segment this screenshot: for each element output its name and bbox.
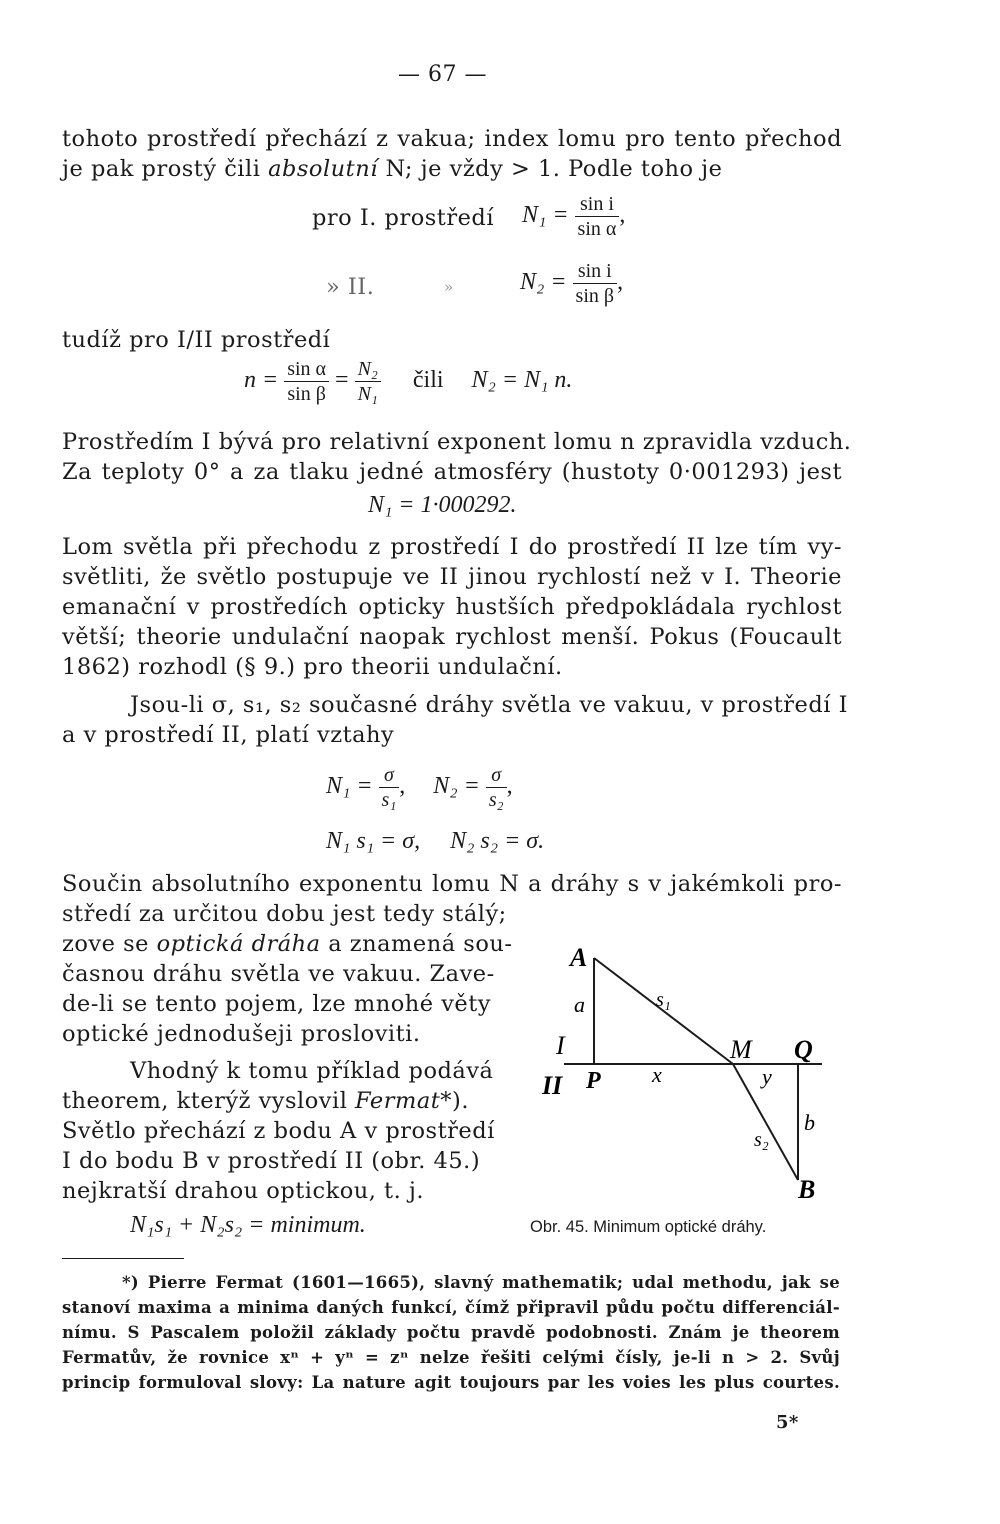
equation-n1 <box>522 192 625 241</box>
label-x: x <box>652 1062 662 1087</box>
text-line: Součin absolutního exponentu lomu N a dráhy s v jakémkoli pro- <box>62 871 842 897</box>
equation-lhs: N₁ = <box>522 202 569 229</box>
fraction <box>284 357 329 406</box>
denominator: s₁ <box>381 789 397 811</box>
text-line: nejkratší drahou optickou, t. j. <box>62 1178 425 1204</box>
emphasis: absolutní <box>268 156 378 182</box>
emphasis: Fermat <box>355 1088 441 1114</box>
figure-optical-path <box>530 936 850 1206</box>
text-line: středí za určitou dobu jest tedy stálý; <box>62 901 507 927</box>
denominator: sin α <box>577 218 617 240</box>
denominator: sin β <box>575 285 615 307</box>
numerator: σ <box>379 763 400 788</box>
label-M: M <box>730 1035 752 1064</box>
label-A: A <box>570 943 588 972</box>
text-line: optické jednodušeji prosloviti. <box>62 1021 421 1047</box>
fraction <box>379 763 400 812</box>
page-number: — 67 — <box>398 62 487 87</box>
text-line: 1862) rozhodl (§ 9.) pro theorii undulační. <box>62 654 563 680</box>
label-II: II <box>542 1071 563 1100</box>
text-line: Prostředím I bývá pro relativní exponent lomu n zpravidla vzduch. <box>62 429 852 455</box>
equation-optical-ratio <box>326 763 513 812</box>
equation-lhs: N₂ = <box>433 773 480 800</box>
fraction <box>575 192 620 241</box>
text-line: časnou dráhu světla ve vakuu. Zave- <box>62 961 495 987</box>
text-line: tohoto prostředí přechází z vakua; index lomu pro tento přechod <box>62 126 842 152</box>
label-s2: s₂ <box>754 1129 769 1151</box>
text-line: světliti, že světlo postupuje ve II jinou rychlostí než v I. Theorie <box>62 564 842 590</box>
equation-lhs: n = <box>244 367 279 394</box>
denominator: sin β <box>287 383 326 405</box>
label-s1: s₁ <box>656 989 671 1011</box>
numerator: σ <box>486 763 507 788</box>
equation-n2 <box>520 259 623 308</box>
label-Q: Q <box>794 1035 813 1064</box>
equation-minimum: N₁s₁ + N₂s₂ = minimum. <box>130 1212 366 1238</box>
footnote-rule <box>62 1258 184 1259</box>
text-line: de-li se tento pojem, lze mnohé věty <box>62 991 491 1017</box>
text-line: emanační v prostředích opticky hustších předpokládala rychlost <box>62 594 842 620</box>
punctuation: , <box>506 773 513 800</box>
punctuation: , <box>617 269 624 296</box>
text-line: Vhodný k tomu příklad podává <box>130 1058 494 1084</box>
text-line: I do bodu B v prostředí II (obr. 45.) <box>62 1148 481 1174</box>
footnote-line: *) Pierre Fermat (1601—1665), slavný mathematik; udal methodu, jak se <box>122 1273 840 1292</box>
equation-lhs: N₁ = <box>326 773 373 800</box>
text-line: tudíž pro I/II prostředí <box>62 327 331 353</box>
text-line: Za teploty 0° a za tlaku jedné atmosféry (hustoty 0·001293) jest <box>62 459 842 485</box>
label-b: b <box>804 1110 815 1135</box>
text-span: je pak prostý čili <box>62 156 261 182</box>
emphasis: optická dráha <box>156 931 321 957</box>
denominator: N₁ <box>357 383 378 405</box>
equation-optical-product: N₁ s₁ = σ, N₂ s₂ = σ. <box>326 828 545 854</box>
text-span: N; je vždy > 1. Podle toho je <box>385 156 723 182</box>
footnote-line: Fermatův, že rovnice xⁿ + yⁿ = zⁿ nelze řešiti celými čísly, je-li n > 2. Svůj <box>62 1348 840 1367</box>
label-a: a <box>574 992 585 1017</box>
fraction <box>355 357 381 406</box>
denominator: s₂ <box>488 789 504 811</box>
figure-caption: Obr. 45. Minimum optické dráhy. <box>530 1218 767 1236</box>
equation-rhs: N₂ = N₁ n. <box>471 367 573 394</box>
equation-n-relative <box>244 357 572 406</box>
text-span: *). <box>440 1088 469 1114</box>
label-I: I <box>556 1031 565 1060</box>
equation-lhs: N₂ = <box>520 269 567 296</box>
footnote-line: princip formuloval slovy: La nature agit toujours par les voies les plus courtes. <box>62 1373 840 1392</box>
punctuation: , <box>619 202 626 229</box>
text-span: a znamená sou- <box>328 931 513 957</box>
conjunction: čili <box>412 367 444 394</box>
text-line <box>62 929 512 959</box>
equation-label: » II. <box>326 274 375 300</box>
numerator: sin α <box>284 357 329 382</box>
numerator: sin i <box>573 259 618 284</box>
footnote-line: stanoví maxima a minima daných funkcí, čímž připravil půdu počtu differenciál- <box>62 1298 840 1317</box>
numerator: N₂ <box>355 357 381 382</box>
numerator: sin i <box>575 192 620 217</box>
equation-n1-value: N₁ = 1·000292. <box>368 492 517 518</box>
text-line: a v prostředí II, platí vztahy <box>62 722 395 748</box>
label-y: y <box>762 1064 772 1089</box>
text-span: theorem, kterýž vyslovil <box>62 1088 348 1114</box>
text-line: Lom světla při přechodu z prostředí I do prostředí II lze tím vy- <box>62 534 842 560</box>
footnote-line: nímu. S Pascalem položil základy počtu pravdě podobnosti. Znám je theorem <box>62 1323 840 1342</box>
fraction <box>486 763 507 812</box>
label-B: B <box>798 1175 816 1204</box>
signature-mark: 5* <box>776 1412 799 1433</box>
text-span: zove se <box>62 931 149 957</box>
fraction <box>573 259 618 308</box>
text-line: Jsou-li σ, s₁, s₂ současné dráhy světla ve vakuu, v prostředí I <box>130 692 849 718</box>
text-line <box>62 1086 469 1116</box>
label-P: P <box>586 1068 601 1094</box>
text-line: větší; theorie undulační naopak rychlost menší. Pokus (Foucault <box>62 624 842 650</box>
punctuation: , <box>399 773 406 800</box>
text-line: Světlo přechází z bodu A v prostředí <box>62 1118 495 1144</box>
text-line <box>62 154 722 184</box>
ray-s1 <box>594 958 733 1064</box>
ditto-mark: » <box>444 278 454 296</box>
equation-label: pro I. prostředí <box>312 205 495 231</box>
equals: = <box>335 367 349 394</box>
